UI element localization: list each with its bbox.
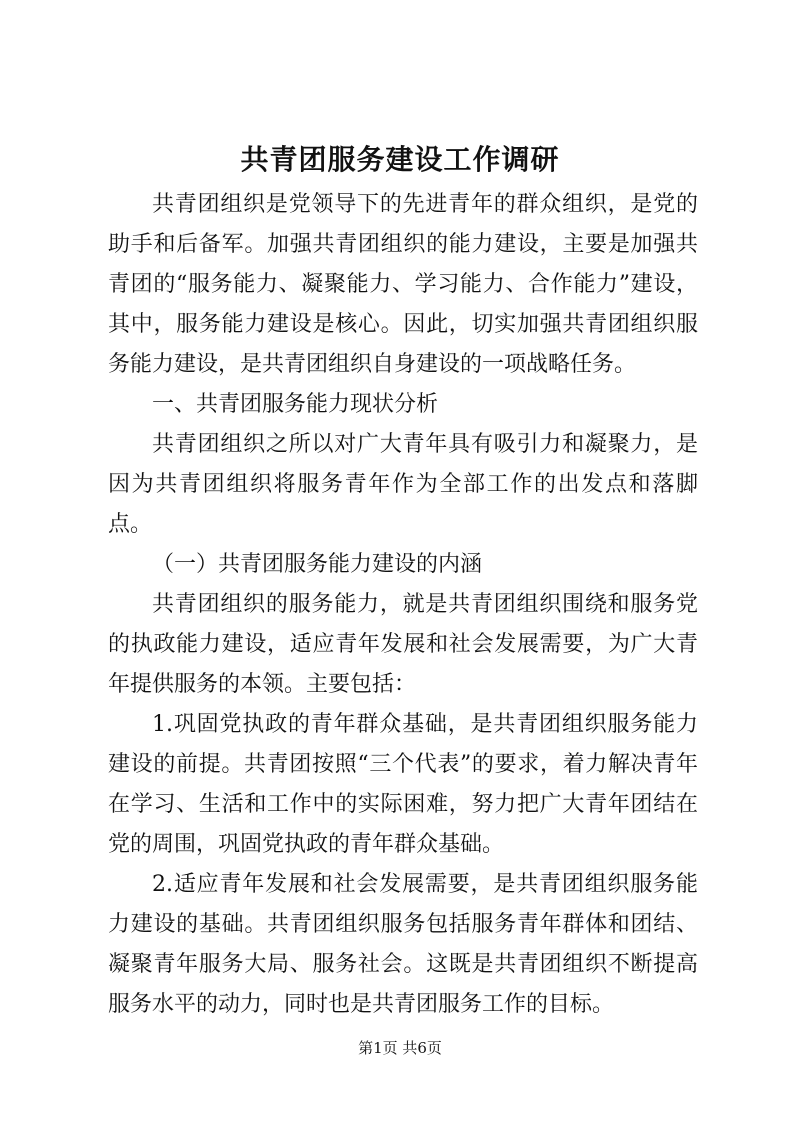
paragraph-definition: 共青团组织的服务能力，就是共青团组织围绕和服务党的执政能力建设，适应青年发展和社会发展需要，为广大青年提供服务的本领。主要包括： <box>108 592 698 697</box>
section-heading-1: 一、共青团服务能力现状分析 <box>152 392 439 417</box>
paragraph-intro: 共青团组织是党领导下的先进青年的群众组织，是党的助手和后备军。加强共青团组织的能力建设，主要是加强共青团的“服务能力、凝聚能力、学习能力、合作能力”建设，其中，服务能力建设是核心。因此，切实加强共青团组织服务能力建设，是共青团组织自身建设的一项战略任务。 <box>108 192 698 377</box>
subsection-heading-1: （一）共青团服务能力建设的内涵 <box>152 552 483 577</box>
paragraph-attraction: 共青团组织之所以对广大青年具有吸引力和凝聚力，是因为共青团组织将服务青年作为全部工作的出发点和落脚点。 <box>108 432 698 537</box>
list-item-1: 1.巩固党执政的青年群众基础，是共青团组织服务能力建设的前提。共青团按照“三个代表”的要求，着力解决青年在学习、生活和工作中的实际困难，努力把广大青年团结在党的周围，巩固党执政的青年群众基础。 <box>108 712 698 857</box>
document-title: 共青团服务建设工作调研 <box>240 143 560 176</box>
page-footer: 第1页 共6页 <box>358 1039 442 1057</box>
list-item-2: 2.适应青年发展和社会发展需要，是共青团组织服务能力建设的基础。共青团组织服务包括服务青年群体和团结、凝聚青年服务大局、服务社会。这既是共青团组织不断提高服务水平的动力，同时也是共青团服务工作的目标。 <box>108 872 698 1017</box>
document-body <box>108 185 698 1025</box>
